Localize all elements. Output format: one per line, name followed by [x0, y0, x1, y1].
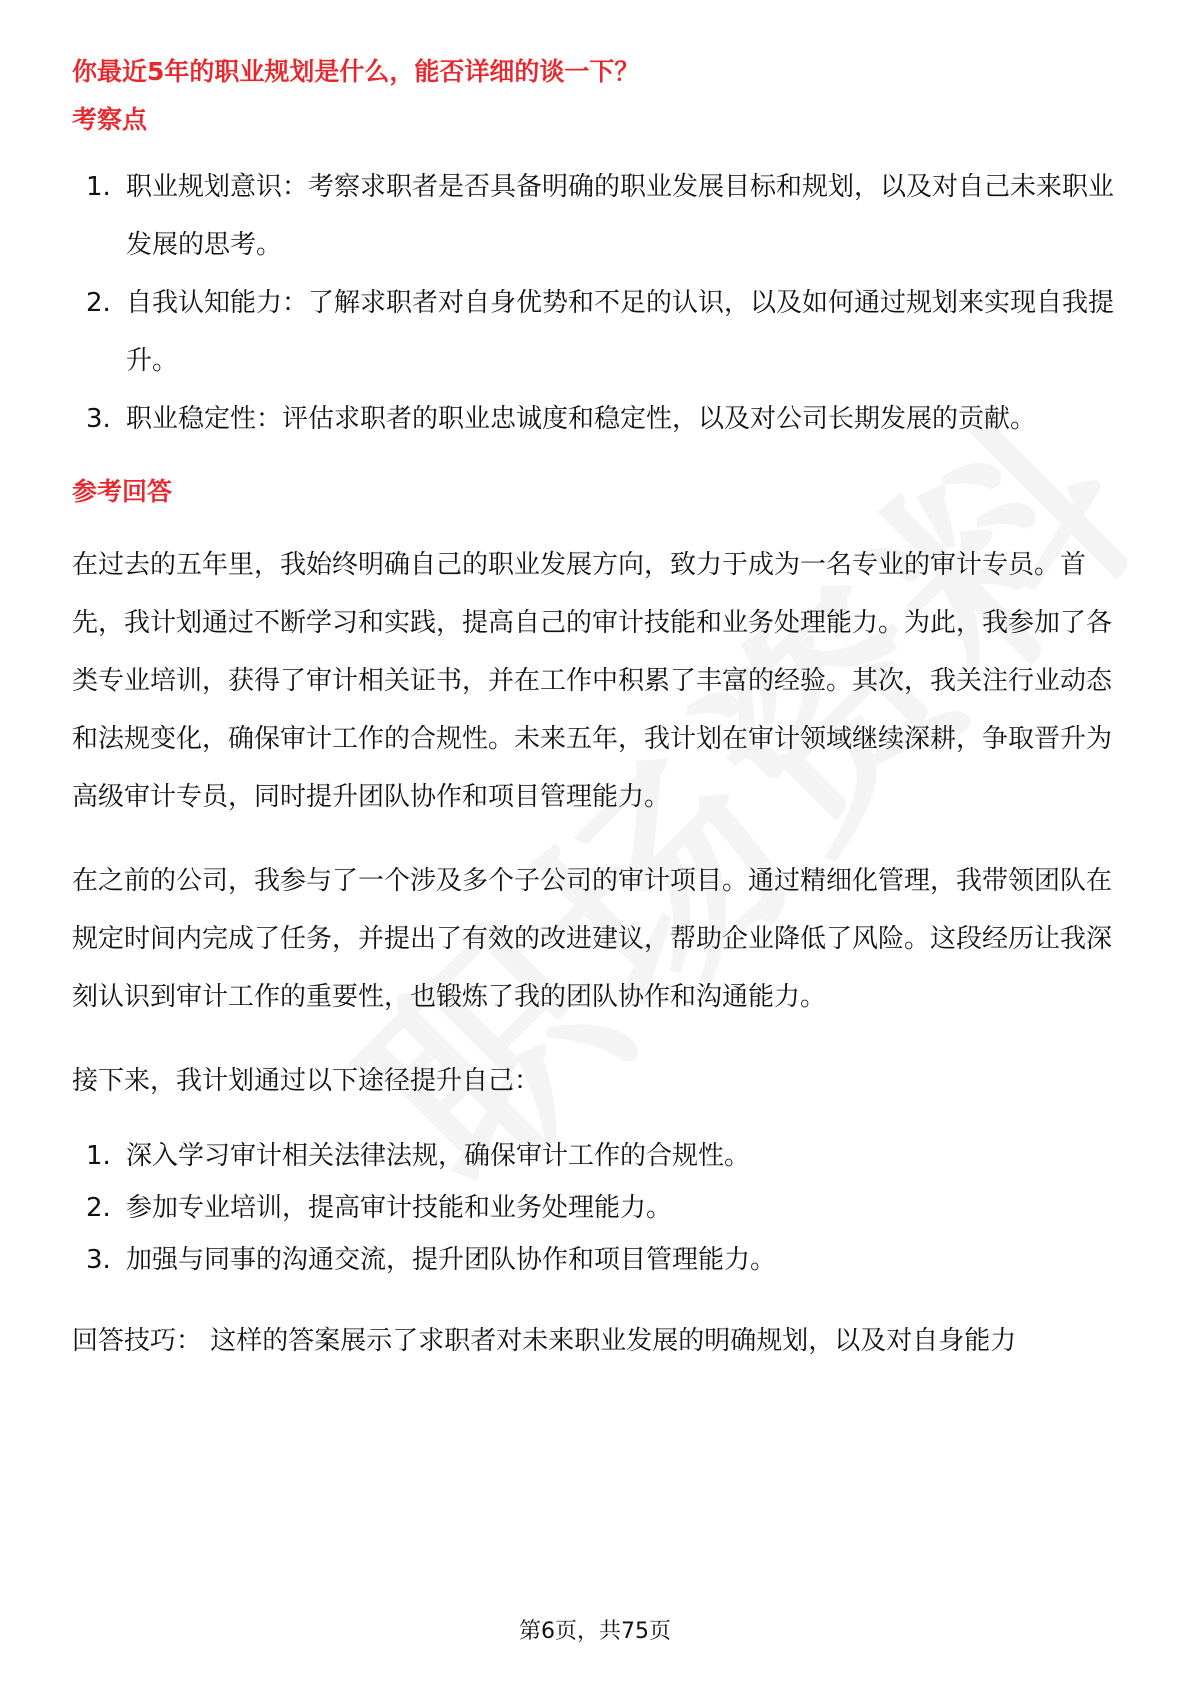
answer-paragraph: 接下来，我计划通过以下途径提升自己： — [72, 1066, 541, 1096]
list-number: 2. — [86, 288, 111, 318]
list-item-text: 自我认知能力：了解求职者对自身优势和不足的认识，以及如何通过规划来实现自我提升。 — [126, 288, 1115, 376]
list-item — [72, 390, 1122, 448]
answer-tip: 回答技巧： 这样的答案展示了求职者对未来职业发展的明确规划，以及对自身能力 — [72, 1326, 1017, 1356]
list-item-text: 职业稳定性：评估求职者的职业忠诚度和稳定性，以及对公司长期发展的贡献。 — [126, 404, 1037, 434]
list-item — [72, 274, 1122, 390]
list-item-text: 职业规划意识：考察求职者是否具备明确的职业发展目标和规划，以及对自己未来职业发展的思考。 — [126, 172, 1115, 260]
question-title: 你最近5年的职业规划是什么，能否详细的谈一下？ — [72, 57, 640, 86]
section-heading-key-points: 考察点 — [72, 105, 148, 134]
list-item — [72, 1182, 1122, 1234]
list-item-text: 加强与同事的沟通交流，提升团队协作和项目管理能力。 — [126, 1245, 777, 1275]
section-heading-reference-answer: 参考回答 — [72, 477, 173, 506]
list-number: 1. — [86, 172, 111, 202]
list-item — [72, 1130, 1122, 1182]
plan-list — [72, 1130, 1122, 1286]
list-number: 2. — [86, 1193, 111, 1223]
list-item-text: 深入学习审计相关法律法规，确保审计工作的合规性。 — [126, 1141, 751, 1171]
list-number: 3. — [86, 404, 111, 434]
list-item — [72, 158, 1122, 274]
list-item-text: 参加专业培训，提高审计技能和业务处理能力。 — [126, 1193, 673, 1223]
page-number: 第6页，共75页 — [519, 1619, 671, 1644]
list-item — [72, 1234, 1122, 1286]
list-number: 3. — [86, 1245, 111, 1275]
key-points-list — [72, 158, 1122, 448]
answer-paragraph: 在之前的公司，我参与了一个涉及多个子公司的审计项目。通过精细化管理，我带领团队在规定时间内完成了任务，并提出了有效的改进建议，帮助企业降低了风险。这段经历让我深刻认识到审计工作的重要性，也锻炼了我的团队协作和沟通能力。 — [72, 866, 1113, 1012]
answer-paragraph: 在过去的五年里，我始终明确自己的职业发展方向，致力于成为一名专业的审计专员。首先，我计划通过不断学习和实践，提高自己的审计技能和业务处理能力。为此，我参加了各类专业培训，获得了审计相关证书，并在工作中积累了丰富的经验。其次，我关注行业动态和法规变化，确保审计工作的合规性。未来五年，我计划在审计领域继续深耕，争取晋升为高级审计专员，同时提升团队协作和项目管理能力。 — [72, 550, 1113, 812]
list-number: 1. — [86, 1141, 111, 1171]
content — [72, 48, 1122, 1370]
